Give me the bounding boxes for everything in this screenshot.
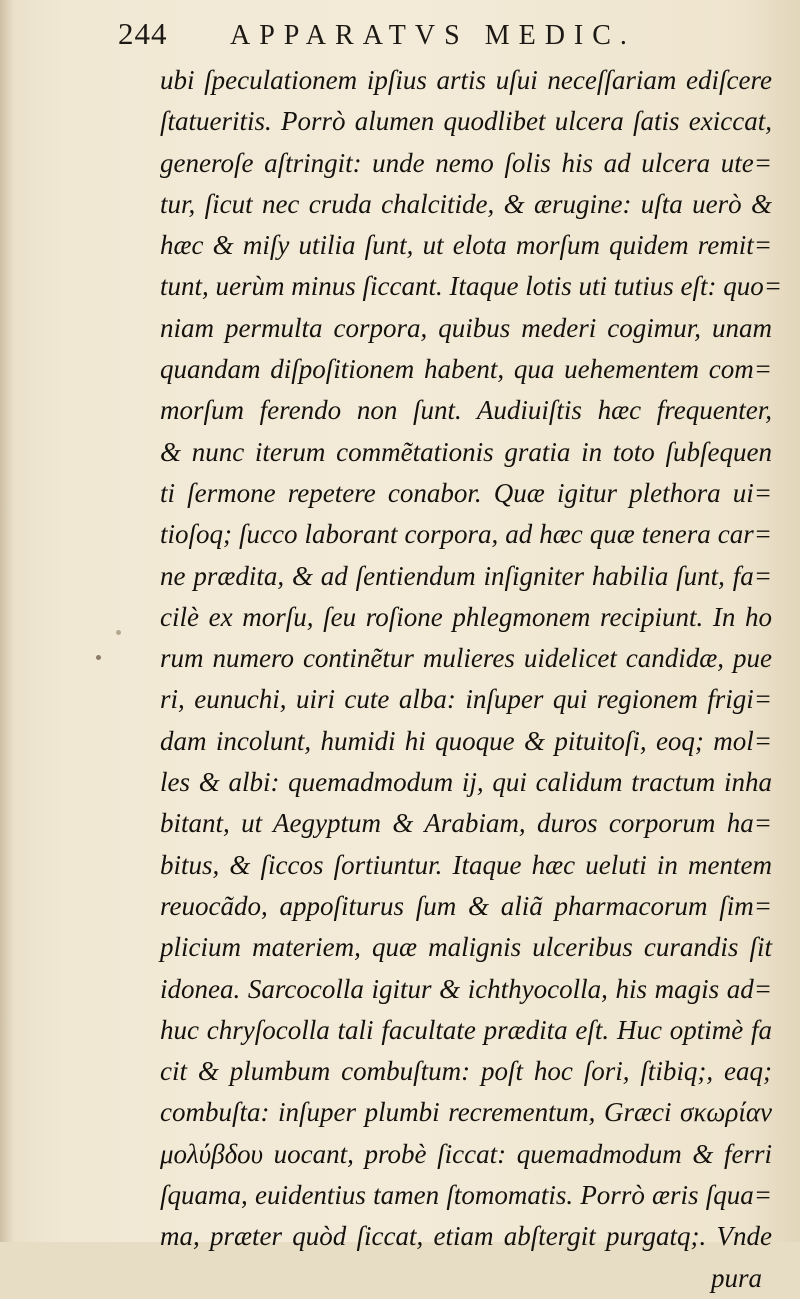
text-line: morſum ferendo non ſunt. Audiuiſtis hæc frequenter,: [160, 395, 772, 426]
text-line: generoſe aſtringit: unde nemo ſolis his ad ulcera ute=: [160, 147, 772, 178]
margin-dot-mark: [96, 655, 101, 660]
text-line: ſtatueritis. Porrò alumen quodlibet ulcera ſatis exiccat,: [160, 106, 772, 137]
text-line: ſquama, euidentius tamen ſtomomatis. Porrò æris ſqua=: [160, 1180, 772, 1211]
text-line: ne prædita, & ad ſentiendum inſigniter habilia ſunt, fa=: [160, 560, 772, 591]
text-line: ubi ſpeculationem ipſius artis uſui neceſſariam ediſcere: [160, 65, 772, 95]
binding-shadow: [0, 0, 14, 1242]
text-line: hæc & miſy utilia ſunt, ut elota morſum quidem remit=: [160, 230, 772, 261]
text-line: rum numero continẽtur mulieres uidelicet candidæ, pue: [160, 643, 772, 674]
text-line: huc chryſocolla tali facultate prædita eſt. Huc optimè fa: [160, 1014, 772, 1045]
running-title: APPARATVS MEDIC.: [230, 20, 636, 51]
text-line: les & albi: quemadmodum ij, qui calidum tractum inha: [160, 767, 772, 798]
text-line: ma, præter quòd ſiccat, etiam abſtergit purgatq;. Vnde: [160, 1221, 772, 1252]
text-line: dam incolunt, humidi hi quoque & pituitoſi, eoq; mol=: [160, 725, 772, 756]
text-line: reuocãdo, appoſiturus ſum & aliã pharmacorum ſim=: [160, 890, 772, 921]
text-line: ri, eunuchi, uiri cute alba: inſuper qui regionem frigi=: [160, 684, 772, 715]
text-line: bitus, & ſiccos ſortiuntur. Itaque hæc ueluti in mentem: [160, 849, 772, 880]
text-line: cit & plumbum combuſtum: poſt hoc ſori, ſtibiq;, eaq;: [160, 1056, 772, 1087]
text-line: tur, ſicut nec cruda chalcitide, & ærugine: uſta uerò &: [160, 188, 772, 219]
text-line: ti ſermone repetere conabor. Quæ igitur plethora ui=: [160, 477, 772, 508]
text-line: quandam diſpoſitionem habent, qua uehementem com=: [160, 354, 772, 385]
running-head: [118, 14, 678, 54]
text-line: & nunc iterum commẽtationis gratia in toto ſubſequen: [160, 436, 772, 467]
text-line: tioſoq; ſucco laborant corpora, ad hæc quæ tenera car=: [160, 519, 772, 550]
text-line: plicium materiem, quæ malignis ulceribus curandis ſit: [160, 932, 772, 963]
text-line: cilè ex morſu, ſeu roſione phlegmonem recipiunt. In ho: [160, 601, 772, 632]
text-line: combuſta: inſuper plumbi recrementum, Græci σκωρίαν: [160, 1097, 772, 1128]
body-text: [160, 60, 782, 1299]
text-line: idonea. Sarcocolla igitur & ichthyocolla, his magis ad=: [160, 973, 772, 1004]
catchword: pura: [710, 1262, 762, 1293]
text-line: tunt, uerùm minus ſiccant. Itaque lotis uti tutius eſt: quo=: [160, 271, 782, 302]
text-line: μολύβδου uocant, probè ſiccat: quemadmodum & ferri: [160, 1138, 772, 1169]
text-line: bitant, ut Aegyptum & Arabiam, duros corporum ha=: [160, 808, 772, 839]
text-line: niam permulta corpora, quibus mederi cogimur, unam: [160, 312, 772, 343]
page-number: 244: [118, 16, 168, 51]
margin-faint-mark: [116, 630, 121, 635]
